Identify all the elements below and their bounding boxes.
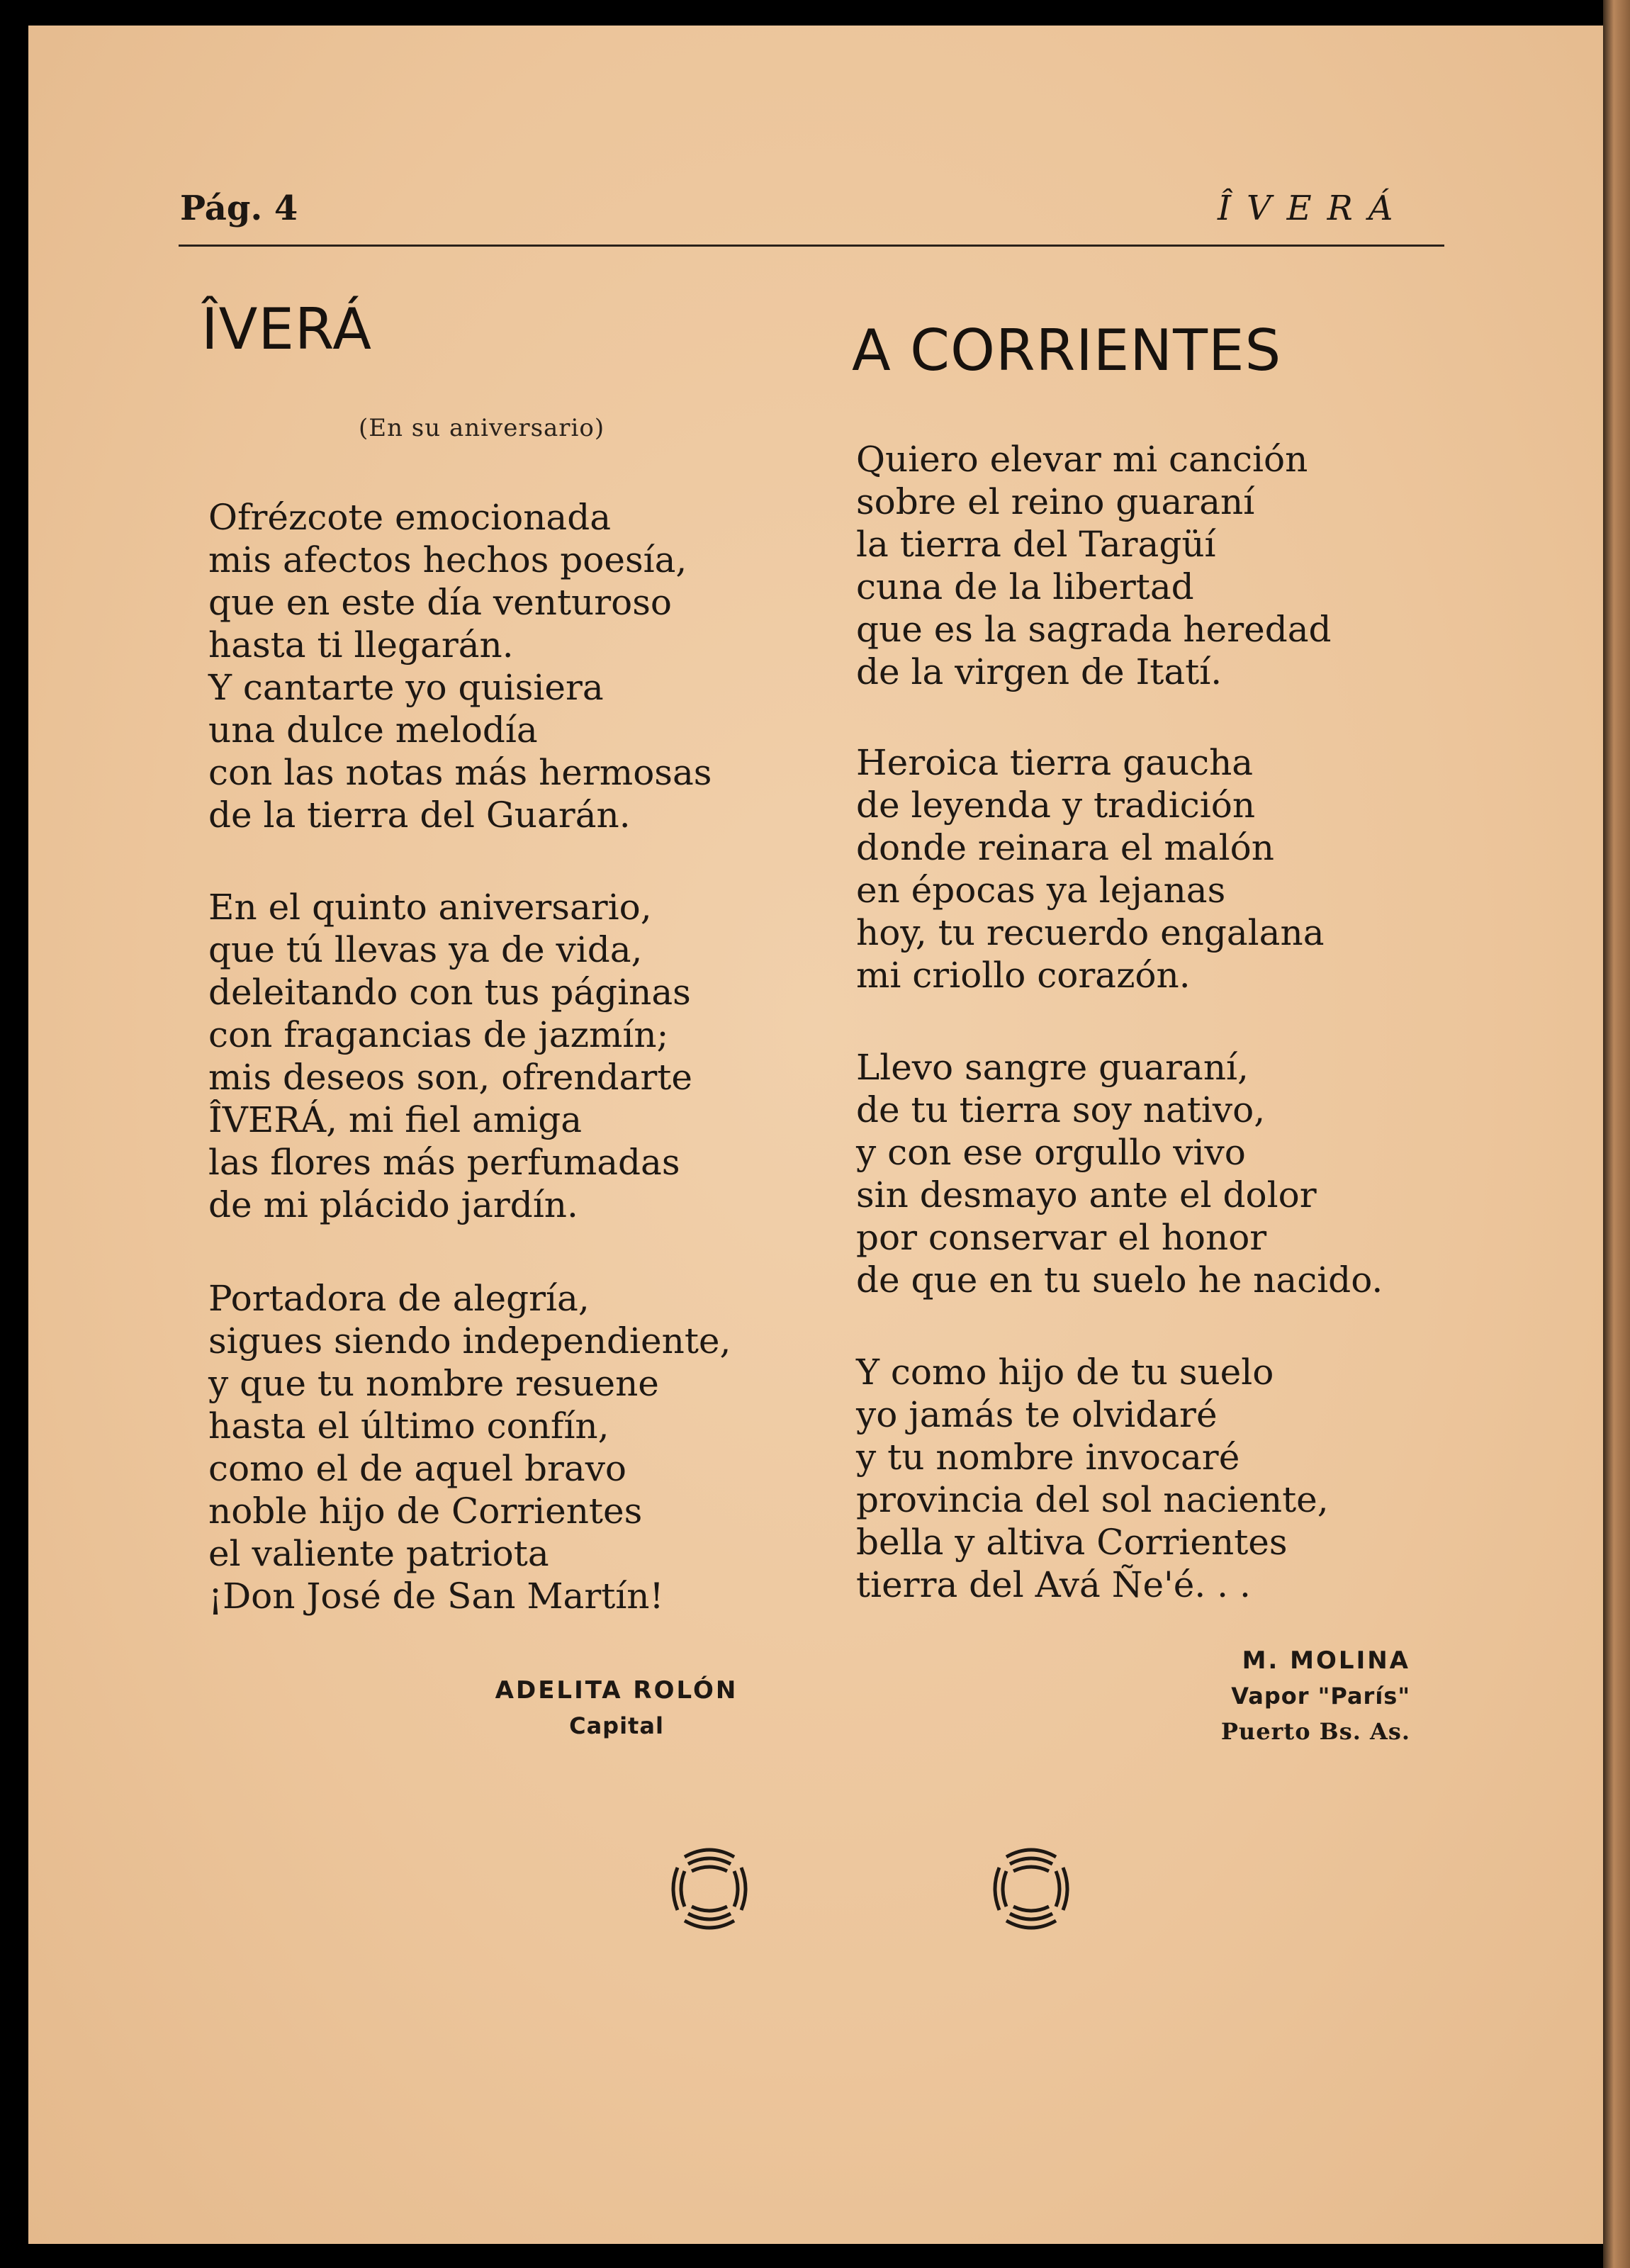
poem-line: que es la sagrada heredad (856, 609, 1332, 650)
poem-line: de leyenda y tradición (856, 785, 1256, 826)
right-stanza-4 (856, 1351, 1329, 1606)
poem-line: y con ese orgullo vivo (856, 1132, 1246, 1173)
author-port: Puerto Bs. As. (1220, 1718, 1410, 1745)
poem-line: Ofrézcote emocionada (208, 497, 612, 538)
poem-line: provincia del sol naciente, (856, 1479, 1329, 1520)
poem-line: sin desmayo ante el dolor (856, 1174, 1317, 1216)
poem-line: de la virgen de Itatí. (856, 651, 1222, 692)
poem-line: de mi plácido jardín. (208, 1184, 578, 1225)
poem-line: Llevo sangre guaraní, (856, 1047, 1249, 1088)
header-rule (179, 245, 1444, 247)
poem-line: y que tu nombre resuene (208, 1363, 659, 1404)
poem-line: de la tierra del Guarán. (208, 795, 631, 836)
poem-line: que en este día venturoso (208, 582, 673, 623)
poem-line: una dulce melodía (208, 709, 538, 751)
poem-line: hoy, tu recuerdo engalana (856, 912, 1325, 953)
poem-line: tierra del Avá Ñe'é. . . (856, 1564, 1251, 1605)
poem-line: Heroica tierra gaucha (856, 742, 1254, 783)
poem-line: cuna de la libertad (856, 566, 1194, 607)
left-stanza-1 (208, 496, 712, 836)
poem-line: Portadora de alegría, (208, 1278, 590, 1319)
poem-line: y tu nombre invocaré (856, 1437, 1240, 1478)
poem-line: las flores más perfumadas (208, 1142, 680, 1183)
right-poem-title: A CORRIENTES (852, 318, 1282, 383)
poem-line: con las notas más hermosas (208, 752, 712, 793)
left-poem-subtitle: (En su aniversario) (359, 414, 605, 442)
poem-line: con fragancias de jazmín; (208, 1014, 669, 1055)
poem-line: la tierra del Taragüí (856, 524, 1216, 565)
poem-line: de que en tu suelo he nacido. (856, 1259, 1383, 1301)
poem-line: Y cantarte yo quisiera (208, 667, 604, 708)
left-stanza-2 (208, 886, 692, 1226)
poem-line: mis deseos son, ofrendarte (208, 1057, 692, 1098)
poem-line: donde reinara el malón (856, 827, 1274, 868)
ring-ornament-icon (656, 1836, 763, 1942)
page-number: Pág. 4 (180, 189, 298, 228)
author-location: Vapor "París" (1231, 1683, 1410, 1710)
poem-line: hasta ti llegarán. (208, 624, 514, 666)
poem-line: deleitando con tus páginas (208, 972, 691, 1013)
right-poem-signature (1127, 1643, 1410, 1749)
poem-line: Y como hijo de tu suelo (856, 1352, 1274, 1393)
author-place: Capital (569, 1712, 664, 1739)
poem-line: Quiero elevar mi canción (856, 439, 1308, 480)
poem-line: noble hijo de Corrientes (208, 1491, 643, 1532)
poem-line: por conservar el honor (856, 1217, 1267, 1258)
ring-ornament-icon (978, 1836, 1084, 1942)
author-name: M. MOLINA (1242, 1646, 1410, 1675)
left-stanza-3 (208, 1277, 731, 1617)
poem-line: que tú llevas ya de vida, (208, 929, 643, 970)
left-poem-signature (454, 1673, 780, 1744)
poem-line: mi criollo corazón. (856, 955, 1191, 996)
poem-line: ¡Don José de San Martín! (208, 1576, 664, 1617)
poem-line: de tu tierra soy nativo, (856, 1089, 1266, 1130)
poem-line: hasta el último confín, (208, 1405, 609, 1447)
poem-line: en épocas ya lejanas (856, 870, 1226, 911)
right-stanza-1 (856, 438, 1332, 693)
poem-line: En el quinto aniversario, (208, 887, 652, 928)
poem-line: como el de aquel bravo (208, 1448, 627, 1489)
running-title: ÎVERÁ (1218, 189, 1409, 228)
author-name: ADELITA ROLÓN (495, 1676, 738, 1705)
poem-line: bella y altiva Corrientes (856, 1522, 1288, 1563)
poem-line: yo jamás te olvidaré (856, 1394, 1218, 1435)
left-poem-title: ÎVERÁ (201, 296, 372, 362)
binding-edge (1603, 0, 1630, 2268)
poem-line: mis afectos hechos poesía, (208, 539, 687, 580)
right-stanza-3 (856, 1046, 1383, 1301)
poem-line: sobre el reino guaraní (856, 481, 1255, 522)
poem-line: el valiente patriota (208, 1533, 549, 1574)
right-stanza-2 (856, 741, 1325, 997)
poem-line: sigues siendo independiente, (208, 1320, 731, 1362)
poem-line: ÎVERÁ, mi fiel amiga (208, 1099, 583, 1140)
